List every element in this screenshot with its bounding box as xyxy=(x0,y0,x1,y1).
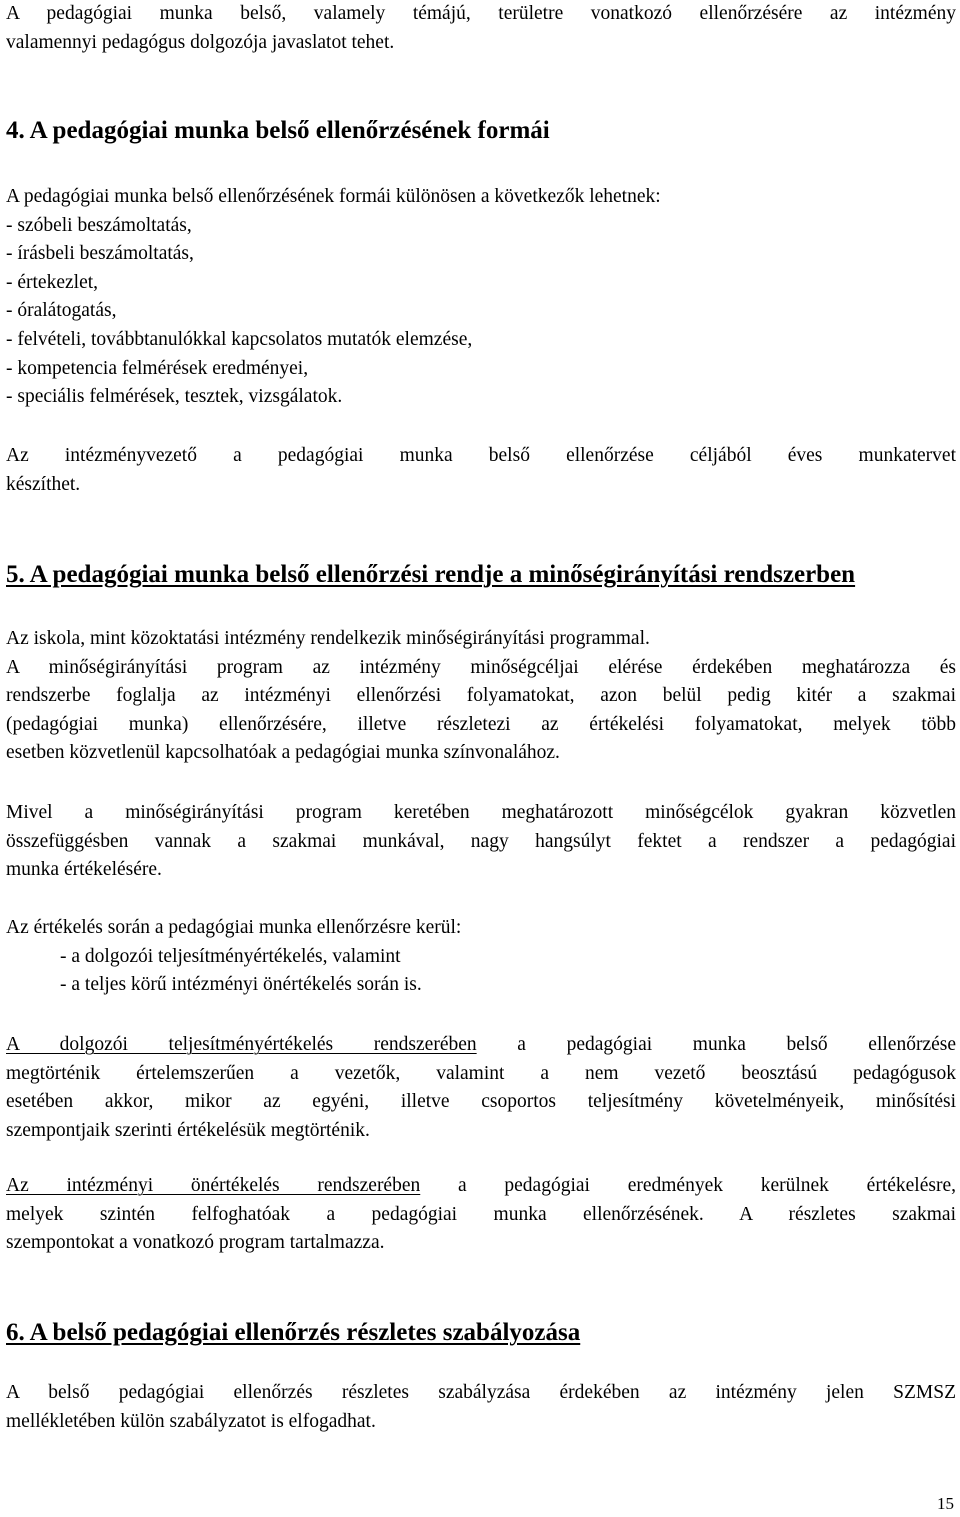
section-5-paragraph-5 xyxy=(6,1031,956,1145)
section-5-p6-line: szempontokat a vonatkozó program tartalmazza. xyxy=(6,1232,385,1254)
evaluation-list-item: - a dolgozói teljesítményértékelés, valamint xyxy=(60,945,401,967)
form-list-item: - szóbeli beszámoltatás, xyxy=(6,214,192,236)
section-5-p3-line: összefüggésben vannak a szakmai munkával, nagy hangsúlyt fektet a rendszer a pedagógiai xyxy=(6,830,956,852)
evaluation-list-item: - a teljes körű intézményi önértékelés során is. xyxy=(60,974,422,996)
section-5-paragraph-3 xyxy=(6,799,956,885)
form-list-item: - írásbeli beszámoltatás, xyxy=(6,243,194,265)
section-4-closing xyxy=(6,442,956,499)
section-5-p3-line: Mivel a minőségirányítási program keretében meghatározott minőségcélok gyakran közvetlen xyxy=(6,802,956,823)
section-5-p2-line: (pedagógiai munka) ellenőrzésére, illetve részletezi az értékelési folyamatokat, melyek több xyxy=(6,713,956,735)
section-4-lead: A pedagógiai munka belső ellenőrzésének formái különösen a következők lehetnek: xyxy=(6,186,661,207)
section-5-p3-line: munka értékelésére. xyxy=(6,859,162,881)
section-5-p2-line: A minőségirányítási program az intézmény minőségcéljai elérése érdekében meghatározza és xyxy=(6,656,956,678)
section-5-p6-line: melyek szintén felfoghatóak a pedagógiai munka ellenőrzésének. A részletes szakmai xyxy=(6,1203,956,1225)
intro-line-2: valamennyi pedagógus dolgozója javaslatot tehet. xyxy=(6,31,395,53)
section-6-heading: 6. A belső pedagógiai ellenőrzés részletes szabályozása xyxy=(6,1319,581,1346)
form-list-item: - kompetencia felmérések eredményei, xyxy=(6,357,309,379)
form-list-item: - óralátogatás, xyxy=(6,300,117,322)
page-number: 15 xyxy=(937,1494,954,1513)
section-5-p1: Az iskola, mint közoktatási intézmény rendelkezik minőségirányítási programmal. xyxy=(6,628,650,649)
section-4-heading: 4. A pedagógiai munka belső ellenőrzésének formái xyxy=(6,117,550,144)
section-5-p2-line: esetben közvetlenül kapcsolhatóak a pedagógiai munka színvonalához. xyxy=(6,742,560,764)
section-5-paragraph-6 xyxy=(6,1172,956,1258)
intro-line-1: A pedagógiai munka belső, valamely témájú, területre vonatkozó ellenőrzésére az intézmény xyxy=(6,3,956,24)
section-4-body xyxy=(6,183,956,412)
form-list-item: - felvételi, továbbtanulókkal kapcsolatos mutatók elemzése, xyxy=(6,328,473,350)
section-5-p6-line-1 xyxy=(6,1172,956,1201)
section-4-heading-wrap xyxy=(6,114,550,148)
section-5-p5-line: esetében akkor, mikor az egyéni, illetve csoportos teljesítmény követelményeik, minősítési xyxy=(6,1091,956,1113)
section-5-p5-line: megtörténik értelemszerűen a vezetők, valamint a nem vezető beosztású pedagógusok xyxy=(6,1062,956,1084)
institutional-self-evaluation-term: Az intézményi önértékelés rendszerében xyxy=(6,1175,421,1196)
intro-paragraph xyxy=(6,0,956,57)
section-4-closing-line-2: készíthet. xyxy=(6,473,81,495)
section-5-paragraph-1 xyxy=(6,625,956,768)
form-list-item: - értekezlet, xyxy=(6,271,99,293)
section-5-p6-line-1-rest: a pedagógiai eredmények kerülnek értékelésre, xyxy=(420,1175,956,1196)
section-5-heading: 5. A pedagógiai munka belső ellenőrzési rendje a minőségirányítási rendszerben xyxy=(6,561,856,588)
section-5-paragraph-4 xyxy=(6,914,956,1000)
section-5-p5-line-1-rest: a pedagógiai munka belső ellenőrzése xyxy=(476,1034,956,1055)
section-5-p4-lead: Az értékelés során a pedagógiai munka ellenőrzésre kerül: xyxy=(6,917,462,938)
section-6-body xyxy=(6,1379,956,1436)
section-5-p5-line-1 xyxy=(6,1031,956,1060)
section-6-heading-wrap xyxy=(6,1316,580,1350)
section-5-p5-line: szempontjaik szerinti értékelésük megtörténik. xyxy=(6,1119,370,1141)
section-5-heading-wrap xyxy=(6,558,855,592)
section-5-p2-line: rendszerbe foglalja az intézményi ellenőrzési folyamatokat, azon belül pedig kitér a szakmai xyxy=(6,685,956,707)
form-list-item: - speciális felmérések, tesztek, vizsgálatok. xyxy=(6,386,343,408)
staff-evaluation-system-term: A dolgozói teljesítményértékelés rendszerében xyxy=(6,1034,477,1055)
section-4-closing-line-1: Az intézményvezető a pedagógiai munka belső ellenőrzése céljából éves munkatervet xyxy=(6,445,956,466)
section-6-line-1: A belső pedagógiai ellenőrzés részletes szabályzása érdekében az intézmény jelen SZMSZ xyxy=(6,1382,956,1403)
section-6-line-2: mellékletében külön szabályzatot is elfogadhat. xyxy=(6,1410,376,1432)
